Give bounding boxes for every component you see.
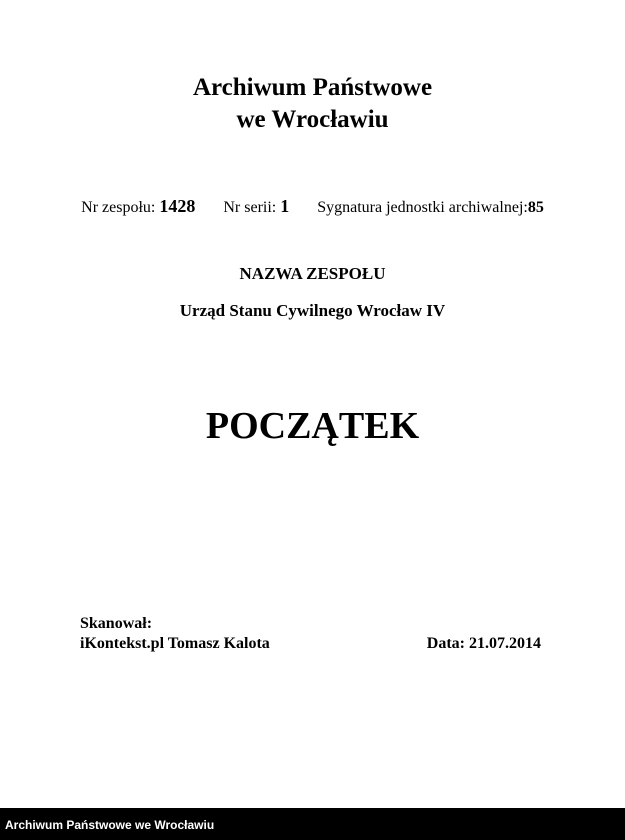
footer-bar (0, 808, 625, 840)
fond-number-label: Nr zespołu: (81, 199, 156, 216)
scanned-by-label: Skanował: (80, 615, 153, 632)
archive-title-line2: we Wrocławiu (236, 106, 389, 133)
series-number-value: 1 (280, 196, 290, 216)
scan-date: Data: 21.07.2014 (426, 635, 541, 652)
archive-title-line1: Archiwum Państwowe (192, 74, 433, 101)
footer-archive-name: Archiwum Państwowe we Wrocławiu (5, 818, 215, 832)
unit-metadata-row (0, 194, 625, 220)
series-number-label: Nr serii: (223, 199, 277, 216)
fond-name: Urząd Stanu Cywilnego Wrocław IV (179, 301, 446, 320)
archive-title (0, 72, 625, 136)
signature-label: Sygnatura jednostki archiwalnej: (317, 199, 528, 216)
scanner-name: iKontekst.pl Tomasz Kalota (80, 635, 270, 652)
signature-value: 85 (527, 199, 544, 216)
start-marker-title: POCZĄTEK (205, 405, 420, 447)
fond-number-value: 1428 (159, 196, 196, 216)
fond-name-heading: NAZWA ZESPOŁU (239, 264, 386, 283)
